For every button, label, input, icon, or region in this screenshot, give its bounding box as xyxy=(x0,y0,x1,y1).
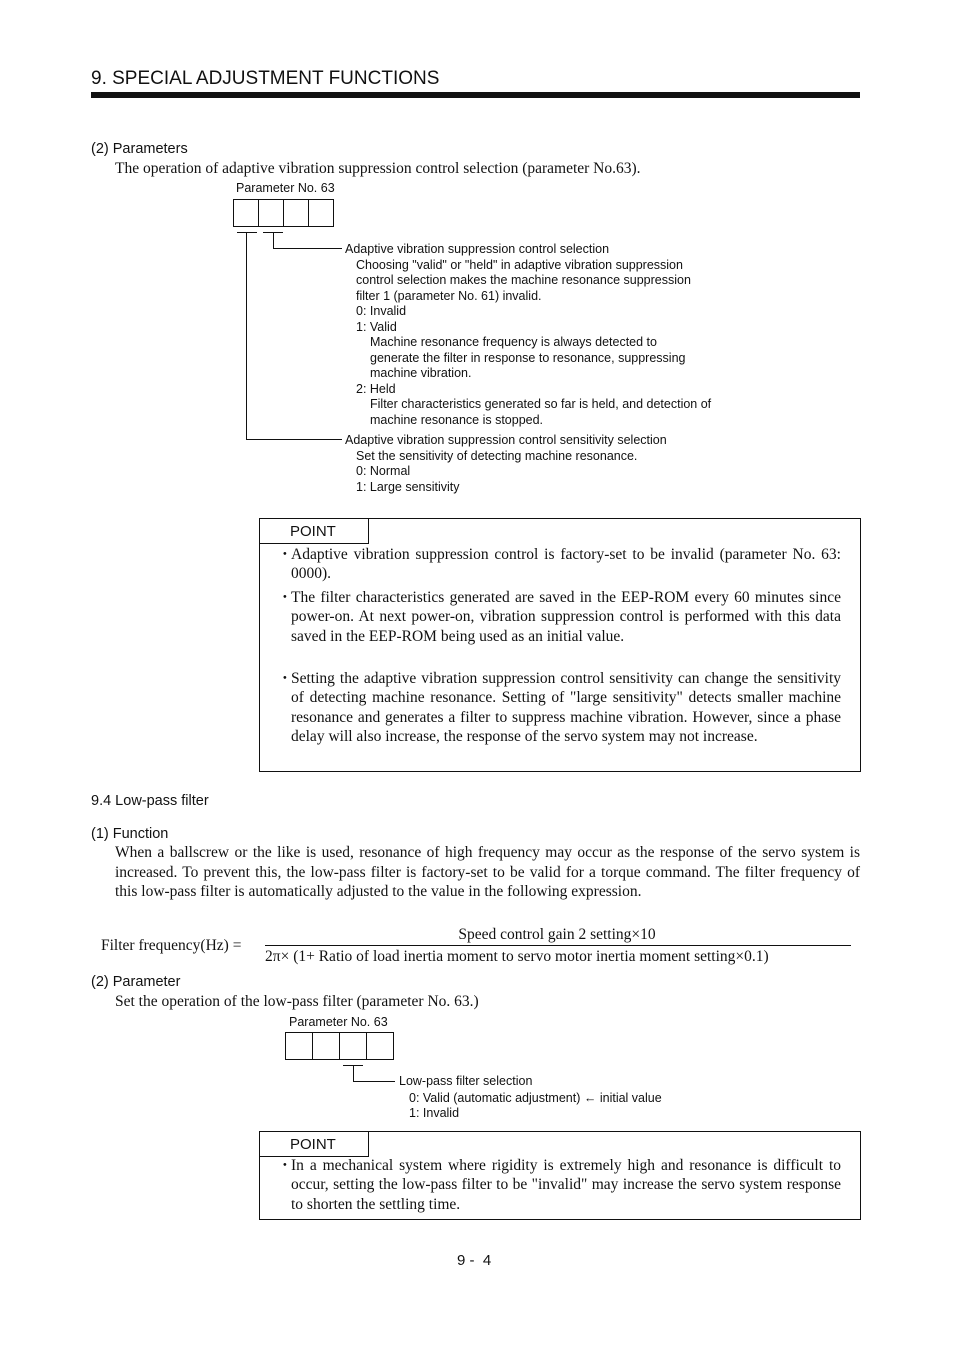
point-bullet xyxy=(281,669,841,746)
formula-denominator: 2π× (1+ Ratio of load inertia moment to servo motor inertia moment setting×0.1) xyxy=(265,948,769,965)
option-0-text: 0: Valid (automatic adjustment) xyxy=(409,1090,581,1105)
lowpass-option-1: 1: Invalid xyxy=(409,1106,460,1120)
parameter-text: Set the operation of the low-pass filter (parameter No. 63.) xyxy=(115,993,479,1010)
bullet-mark: ･ xyxy=(281,670,289,687)
point-bullet xyxy=(281,545,841,584)
lowpass-selection-title: Low-pass filter selection xyxy=(399,1074,533,1088)
bullet-mark: ･ xyxy=(281,1157,289,1174)
connector-line xyxy=(246,232,247,440)
function-heading: (1) Function xyxy=(91,826,169,842)
lowpass-heading: 9.4 Low-pass filter xyxy=(91,793,209,809)
selection1-line: Filter characteristics generated so far is held, and detection of xyxy=(370,397,712,411)
formula-numerator: Speed control gain 2 setting×10 xyxy=(458,926,656,943)
page-number: 9 - 4 xyxy=(457,1252,492,1269)
selection1-option: 2: Held xyxy=(356,381,396,396)
digit-box xyxy=(312,1032,340,1060)
bullet-mark: ･ xyxy=(281,546,289,563)
param-digit-boxes-2 xyxy=(285,1032,394,1060)
selection2-description xyxy=(345,433,667,495)
point-bullet-text: Adaptive vibration suppression control is factory-set to be invalid (parameter No. 63: 0000). xyxy=(291,546,841,583)
digit-box xyxy=(258,199,284,227)
point-bullet-text: In a mechanical system where rigidity is extremely high and resonance is difficult to occur, setting the low-pass filter to be "invalid" may increase the servo system response to shorten the settling time. xyxy=(291,1157,841,1213)
function-text: When a ballscrew or the like is used, resonance of high frequency may occur as the response of the servo system is increased. To prevent this, the low-pass filter is factory-set to be valid for a torque command. The filter frequency of this low-pass filter is automatically adjusted to the value in the following expression. xyxy=(115,844,860,900)
digit-box xyxy=(285,1032,313,1060)
point-bullet xyxy=(281,588,841,646)
selection2-option: 1: Large sensitivity xyxy=(356,479,460,494)
connector-line xyxy=(273,232,274,249)
parameters-intro: The operation of adaptive vibration suppression control selection (parameter No.63). xyxy=(115,160,641,177)
selection1-title: Adaptive vibration suppression control selection xyxy=(345,242,610,256)
selection1-line: Choosing "valid" or "held" in adaptive vibration suppression xyxy=(356,257,683,272)
point-bullet xyxy=(281,1156,841,1214)
fraction-bar xyxy=(265,945,851,946)
selection1-option: 0: Invalid xyxy=(356,304,407,318)
selection1-option: 1: Valid xyxy=(356,319,397,334)
bullet-mark: ･ xyxy=(281,589,289,606)
selection1-description xyxy=(345,242,711,428)
selection2-title: Adaptive vibration suppression control sensitivity selection xyxy=(345,433,667,447)
connector-tick xyxy=(237,232,257,233)
digit-box xyxy=(339,1032,367,1060)
selection2-option: 0: Normal xyxy=(356,464,411,478)
point-label: POINT xyxy=(260,519,369,544)
point-bullet-text: The filter characteristics generated are saved in the EEP-ROM every 60 minutes since power-on. At next power-on, vibration suppression control is performed with this data saved in the EEP-ROM being used as an initial value. xyxy=(291,589,841,645)
digit-box xyxy=(308,199,334,227)
initial-value-note: initial value xyxy=(599,1090,662,1105)
selection1-line: filter 1 (parameter No. 61) invalid. xyxy=(356,288,542,303)
header-rule xyxy=(91,92,860,98)
connector-line xyxy=(353,1065,354,1082)
parameter-heading: (2) Parameter xyxy=(91,974,181,990)
digit-box xyxy=(366,1032,394,1060)
param-caption-2: Parameter No. 63 xyxy=(289,1015,388,1029)
digit-box xyxy=(233,199,259,227)
point-label: POINT xyxy=(260,1132,369,1157)
point-bullet-text: Setting the adaptive vibration suppression control sensitivity can change the sensitivity of detecting machine resonance. Setting of "large sensitivity" detects smaller machine resonance and generates a filter to suppress machine vibration. However, since a phase delay will also increase, the response of the servo system may not increase. xyxy=(291,670,841,745)
selection1-line: control selection makes the machine resonance suppression xyxy=(356,273,691,287)
connector-line xyxy=(246,439,342,440)
selection1-line: Machine resonance frequency is always detected to xyxy=(370,335,657,349)
lowpass-option-0 xyxy=(399,1091,662,1107)
selection2-line: Set the sensitivity of detecting machine resonance. xyxy=(356,448,638,463)
left-arrow-icon: ← xyxy=(583,1090,597,1105)
parameters-heading: (2) Parameters xyxy=(91,141,188,157)
param-caption-1: Parameter No. 63 xyxy=(236,181,335,195)
point-box-2 xyxy=(259,1131,861,1220)
formula-lhs: Filter frequency(Hz) = xyxy=(101,937,242,954)
digit-box xyxy=(283,199,309,227)
selection1-line: machine vibration. xyxy=(370,366,472,380)
selection1-line: machine resonance is stopped. xyxy=(370,412,544,427)
connector-line xyxy=(273,248,342,249)
connector-line xyxy=(353,1081,395,1082)
lowpass-selection-description xyxy=(399,1074,662,1122)
selection1-line: generate the filter in response to resonance, suppressing xyxy=(370,350,686,365)
param-digit-boxes-1 xyxy=(233,199,334,227)
page-header-title: 9. SPECIAL ADJUSTMENT FUNCTIONS xyxy=(91,68,440,89)
point-box-1 xyxy=(259,518,861,772)
